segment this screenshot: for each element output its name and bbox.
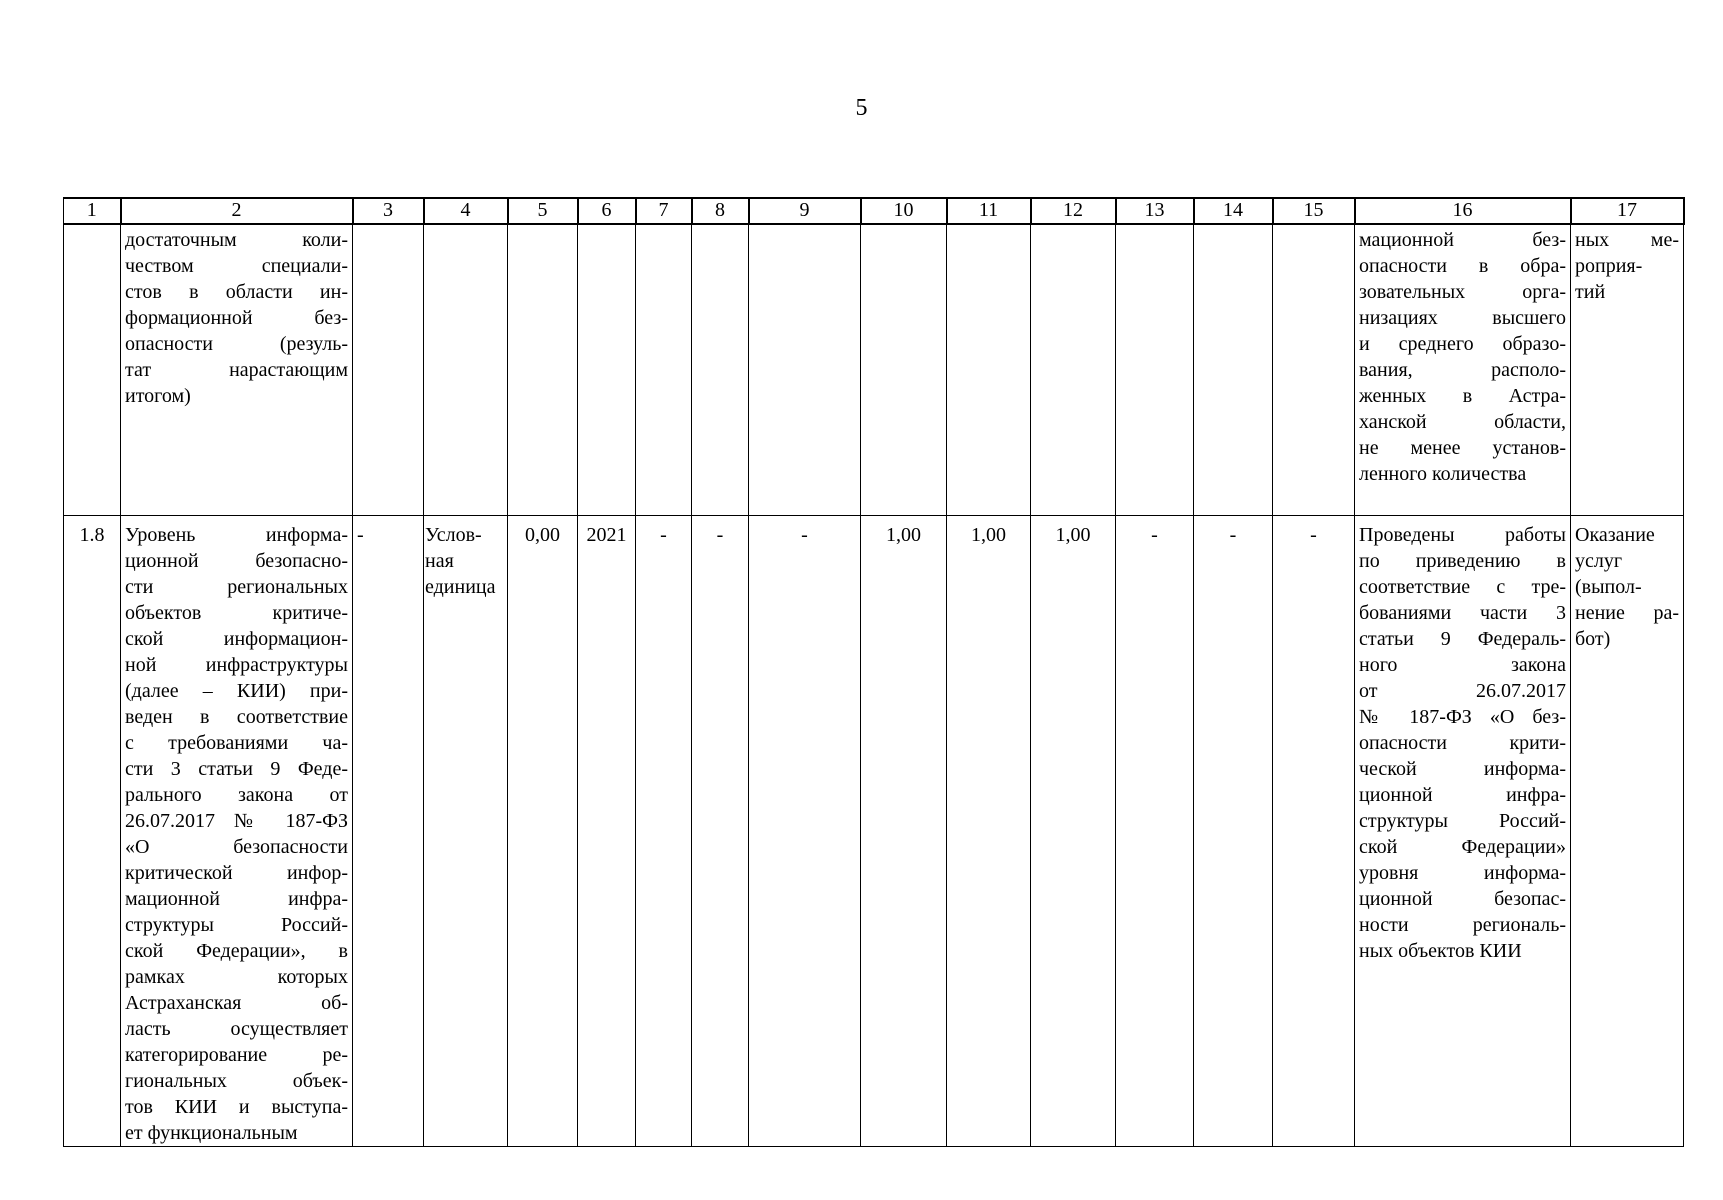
text-line: тов КИИ и выступа- <box>125 1096 348 1118</box>
indicators-table <box>63 197 1685 1147</box>
result-description-cell <box>1355 224 1571 516</box>
text-line: роприя- <box>1575 255 1643 277</box>
text-line: ческой информа- <box>1359 758 1566 780</box>
column-number-15: 15 <box>1273 198 1355 224</box>
text-line: опасности в обра- <box>1359 255 1566 277</box>
unit-cell <box>424 516 508 1147</box>
event-type-cell <box>1571 516 1684 1147</box>
text-line: мационной без- <box>1359 229 1566 251</box>
table-row <box>64 516 1684 1147</box>
text-line: единица <box>425 576 496 598</box>
text-line: статьи 9 Федераль- <box>1359 628 1566 650</box>
text-line: ской Федерации» <box>1359 836 1566 858</box>
value-cell: 1,00 <box>947 516 1031 1147</box>
text-line: тат нарастающим <box>125 359 348 381</box>
text-line: ционной безопас- <box>1359 888 1566 910</box>
text-line: (выпол- <box>1575 576 1642 598</box>
text-line: объектов критиче- <box>125 602 348 624</box>
text-line: ного закона <box>1359 654 1566 676</box>
text-line: ционной инфра- <box>1359 784 1566 806</box>
text-line: ционной безопасно- <box>125 550 348 572</box>
text-line: 26.07.2017 № 187-ФЗ <box>125 810 348 832</box>
value-cell: - <box>353 516 424 1147</box>
column-number-6: 6 <box>578 198 636 224</box>
column-number-8: 8 <box>692 198 749 224</box>
text-line: категорирование ре- <box>125 1044 348 1066</box>
row-number-cell: 1.8 <box>64 516 121 1147</box>
text-line: веден в соответствие <box>125 706 348 728</box>
text-line: ет функциональным <box>125 1122 298 1144</box>
text-line: Проведены работы <box>1359 524 1566 546</box>
value-cell: - <box>692 516 749 1147</box>
page-number: 5 <box>855 95 868 121</box>
text-line: ской информацион- <box>125 628 348 650</box>
text-line: № 187-ФЗ «О без- <box>1359 706 1566 728</box>
text-line: нение ра- <box>1575 602 1679 624</box>
text-line: ности региональ- <box>1359 914 1566 936</box>
value-cell: - <box>1273 516 1355 1147</box>
text-line: критической инфор- <box>125 862 348 884</box>
value-cell: - <box>749 516 861 1147</box>
column-number-10: 10 <box>861 198 947 224</box>
event-type-cell <box>1571 224 1684 516</box>
text-line: тий <box>1575 281 1606 303</box>
text-line: услуг <box>1575 550 1623 572</box>
text-line: достаточным коли- <box>125 229 348 251</box>
value-cell: - <box>1194 516 1273 1147</box>
value-cell: 0,00 <box>508 516 578 1147</box>
text-line: опасности (резуль- <box>125 333 348 355</box>
value-cell: 1,00 <box>1031 516 1116 1147</box>
text-line: итогом) <box>125 385 191 407</box>
value-cell: 1,00 <box>861 516 947 1147</box>
year-cell: 2021 <box>578 516 636 1147</box>
column-number-2: 2 <box>121 198 353 224</box>
value-cell: - <box>636 516 692 1147</box>
text-line: ласть осуществляет <box>125 1018 348 1040</box>
text-line: «О безопасности <box>125 836 348 858</box>
text-line: ленного количества <box>1359 463 1527 485</box>
text-line: структуры Россий- <box>125 914 348 936</box>
text-line: рального закона от <box>125 784 348 806</box>
table-row <box>64 224 1684 516</box>
column-number-14: 14 <box>1194 198 1273 224</box>
text-line: Оказание <box>1575 524 1655 546</box>
column-number-11: 11 <box>947 198 1031 224</box>
column-number-12: 12 <box>1031 198 1116 224</box>
indicator-name-cell <box>121 516 353 1147</box>
text-line: Уровень информа- <box>125 524 348 546</box>
text-line: уровня информа- <box>1359 862 1566 884</box>
text-line: вания, располо- <box>1359 359 1566 381</box>
column-number-4: 4 <box>424 198 508 224</box>
text-line: не менее установ- <box>1359 437 1566 459</box>
text-line: ской Федерации», в <box>125 940 348 962</box>
text-line: гиональных объек- <box>125 1070 348 1092</box>
value-cell: - <box>1116 516 1194 1147</box>
column-number-row <box>64 198 1684 224</box>
text-line: бот) <box>1575 628 1611 650</box>
text-line: ной инфраструктуры <box>125 654 348 676</box>
text-line: ных объектов КИИ <box>1359 940 1522 962</box>
text-line: стов в области ин- <box>125 281 348 303</box>
text-line: ная <box>425 550 454 572</box>
column-number-17: 17 <box>1571 198 1684 224</box>
column-number-5: 5 <box>508 198 578 224</box>
text-line: по приведению в <box>1359 550 1566 572</box>
text-line: зовательных орга- <box>1359 281 1566 303</box>
text-line: сти 3 статьи 9 Феде- <box>125 758 348 780</box>
text-line: соответствие с тре- <box>1359 576 1566 598</box>
text-line: от 26.07.2017 <box>1359 680 1566 702</box>
result-description-cell <box>1355 516 1571 1147</box>
text-line: женных в Астра- <box>1359 385 1566 407</box>
text-line: чеством специали- <box>125 255 348 277</box>
column-number-13: 13 <box>1116 198 1194 224</box>
text-line: рамках которых <box>125 966 348 988</box>
column-number-1: 1 <box>64 198 121 224</box>
text-line: формационной без- <box>125 307 348 329</box>
text-line: бованиями части 3 <box>1359 602 1566 624</box>
indicator-name-cell <box>121 224 353 516</box>
column-number-3: 3 <box>353 198 424 224</box>
text-line: опасности крити- <box>1359 732 1566 754</box>
text-line: ных ме- <box>1575 229 1679 251</box>
text-line: низациях высшего <box>1359 307 1566 329</box>
column-number-9: 9 <box>749 198 861 224</box>
text-line: ханской области, <box>1359 411 1566 433</box>
column-number-16: 16 <box>1355 198 1571 224</box>
text-line: (далее – КИИ) при- <box>125 680 348 702</box>
text-line: и среднего образо- <box>1359 333 1566 355</box>
text-line: Услов- <box>425 524 482 546</box>
column-number-7: 7 <box>636 198 692 224</box>
text-line: мационной инфра- <box>125 888 348 910</box>
text-line: сти региональных <box>125 576 348 598</box>
row-number-cell <box>64 224 121 516</box>
text-line: структуры Россий- <box>1359 810 1566 832</box>
text-line: с требованиями ча- <box>125 732 348 754</box>
text-line: Астраханская об- <box>125 992 348 1014</box>
